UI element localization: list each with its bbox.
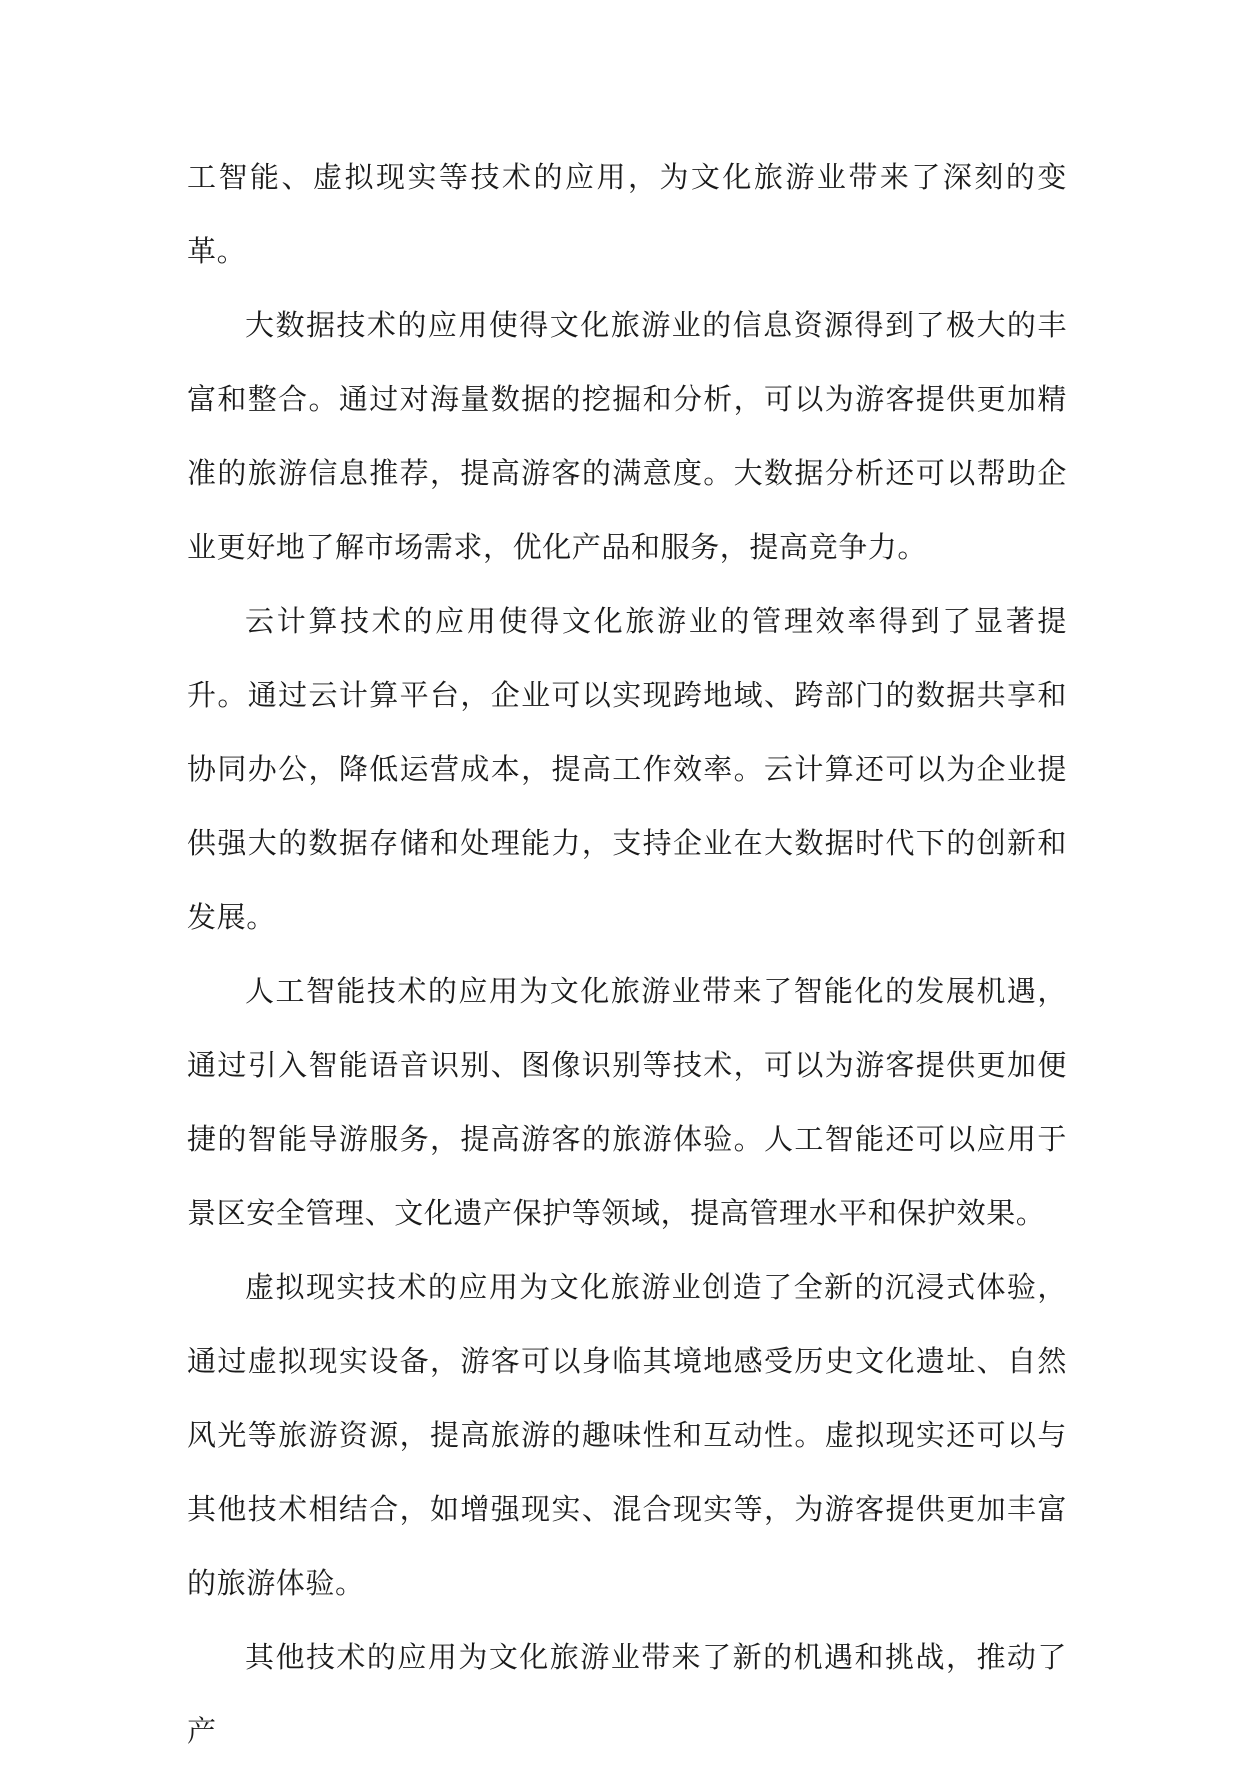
paragraph-artificial-intelligence: 人工智能技术的应用为文化旅游业带来了智能化的发展机遇，通过引入智能语音识别、图像识别等技术，可以为游客提供更加便捷的智能导游服务，提高游客的旅游体验。人工智能还可以应用于景区安全管理、文化遗产保护等领域，提高管理水平和保护效果。: [187, 974, 1067, 1230]
paragraph-cloud-computing: 云计算技术的应用使得文化旅游业的管理效率得到了显著提升。通过云计算平台，企业可以实现跨地域、跨部门的数据共享和协同办公，降低运营成本，提高工作效率。云计算还可以为企业提供强大的数据存储和处理能力，支持企业在大数据时代下的创新和发展。: [187, 604, 1067, 934]
document-body: [187, 140, 1067, 1768]
paragraph-big-data: 大数据技术的应用使得文化旅游业的信息资源得到了极大的丰富和整合。通过对海量数据的挖掘和分析，可以为游客提供更加精准的旅游信息推荐，提高游客的满意度。大数据分析还可以帮助企业更好地了解市场需求，优化产品和服务，提高竞争力。: [187, 308, 1067, 564]
paragraph-virtual-reality: 虚拟现实技术的应用为文化旅游业创造了全新的沉浸式体验，通过虚拟现实设备，游客可以身临其境地感受历史文化遗址、自然风光等旅游资源，提高旅游的趣味性和互动性。虚拟现实还可以与其他技术相结合，如增强现实、混合现实等，为游客提供更加丰富的旅游体验。: [187, 1270, 1067, 1600]
paragraph-continuation: 工智能、虚拟现实等技术的应用，为文化旅游业带来了深刻的变革。: [187, 160, 1067, 268]
paragraph-other-technologies: 其他技术的应用为文化旅游业带来了新的机遇和挑战，推动了产: [187, 1640, 1067, 1748]
